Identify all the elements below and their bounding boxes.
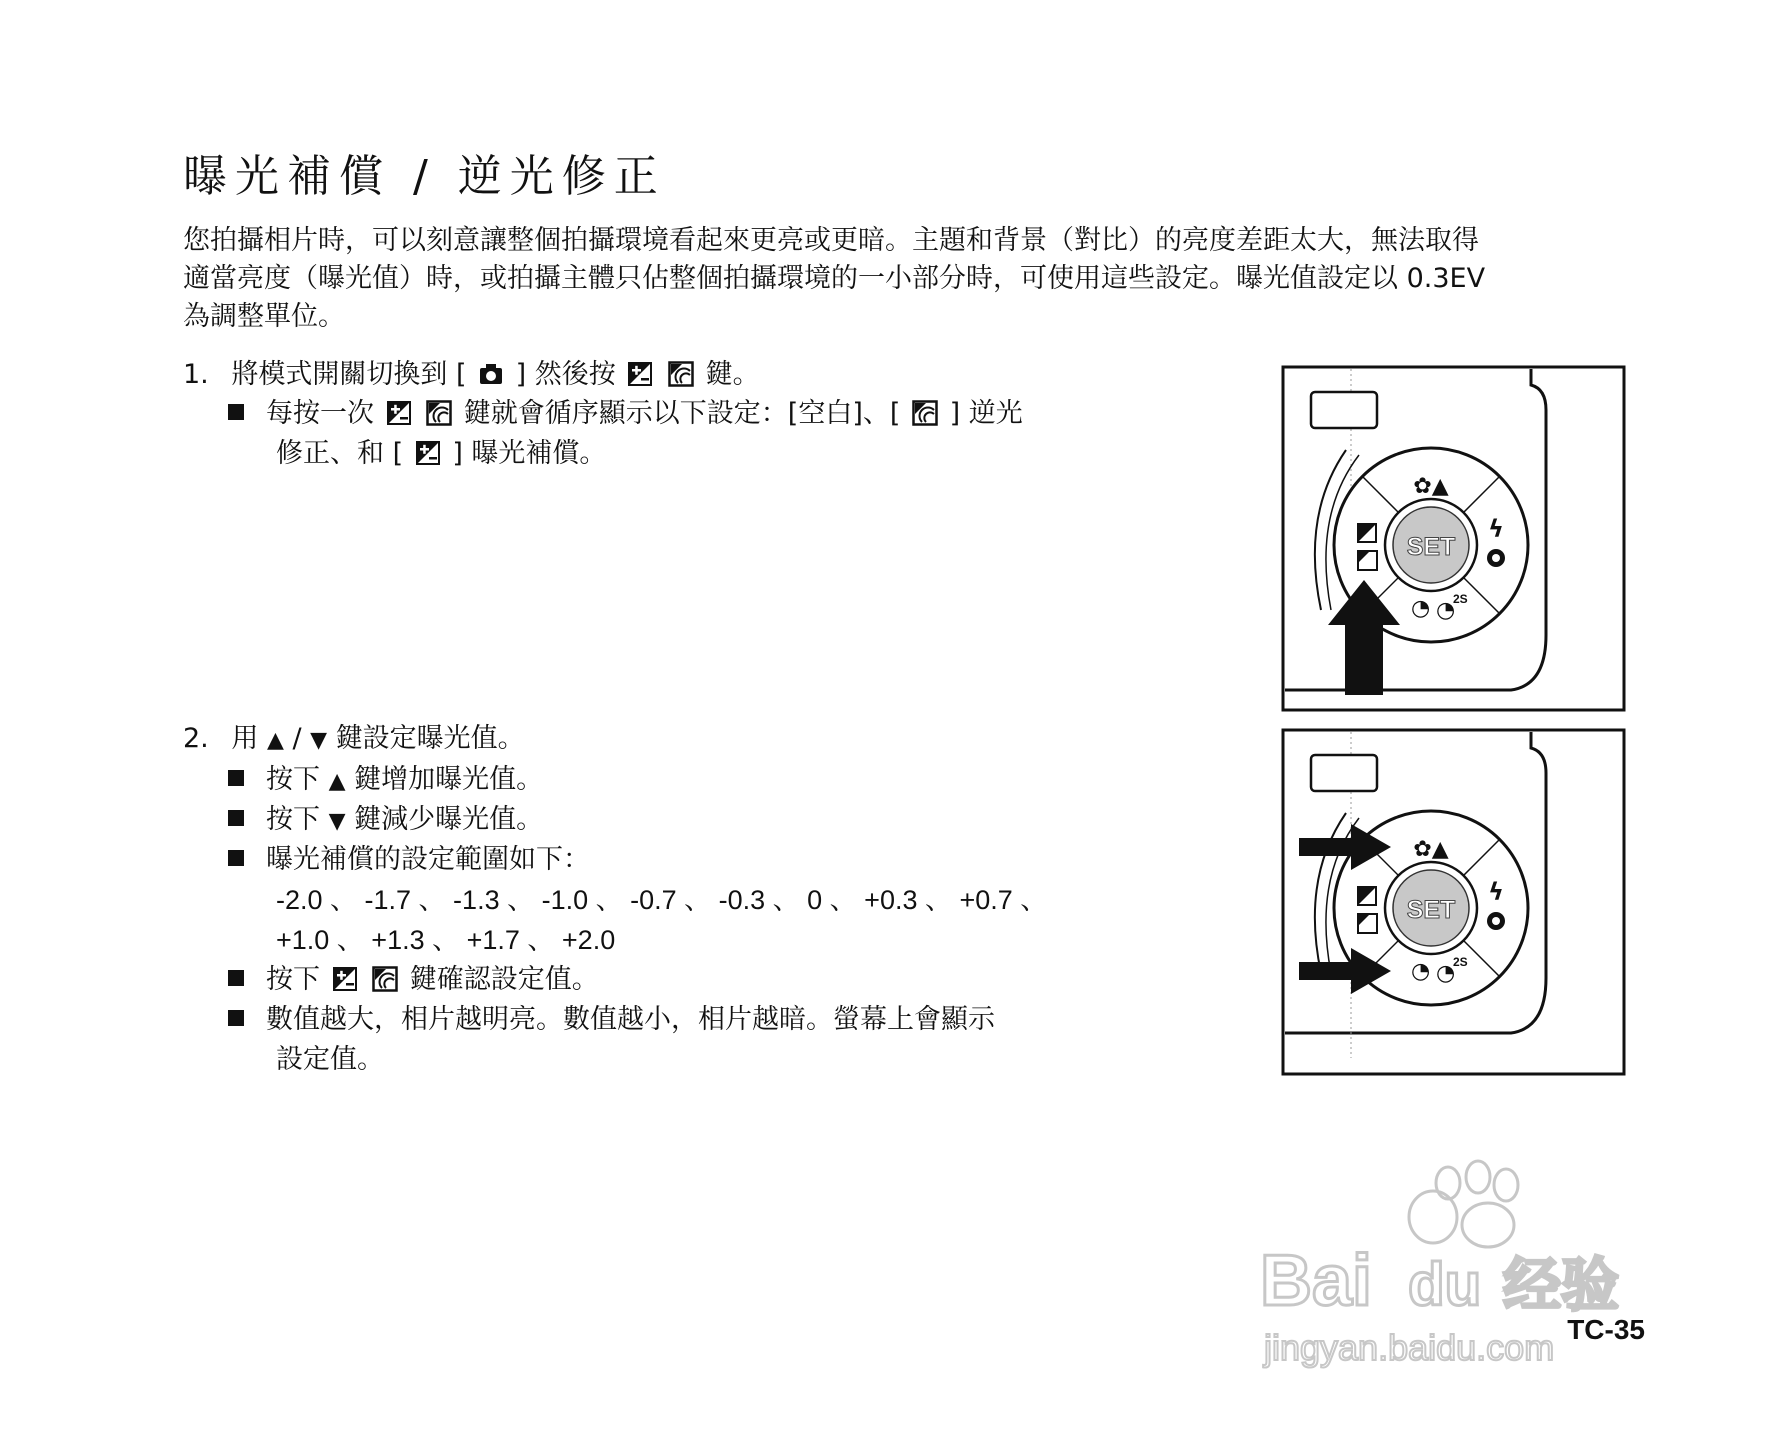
self-timer-2s-icon: ◔ xyxy=(1436,598,1456,623)
step-1-number: 1. xyxy=(183,359,209,390)
bullet-2-text-a: 按下 xyxy=(266,804,320,835)
intro-line-1: 您拍攝相片時，可以刻意讓整個拍攝環境看起來更亮或更暗。主題和背景（對比）的亮度差距太大，無法取得 xyxy=(183,225,1479,256)
bullet-square-icon xyxy=(228,850,244,866)
down-arrow-icon: ▼ xyxy=(310,728,328,753)
macro-landscape-icon: ✿▲ xyxy=(1413,474,1449,499)
intro-paragraph xyxy=(183,222,1643,336)
page-title: 曝光補償 / 逆光修正 xyxy=(183,151,666,202)
step-1-text-c: 鍵。 xyxy=(705,359,760,390)
step-2-number: 2. xyxy=(183,723,209,754)
step-1-bullet xyxy=(228,394,1023,434)
screen-window xyxy=(1311,392,1377,428)
self-timer-2s-label: 2S xyxy=(1453,592,1468,606)
slash: / xyxy=(292,723,302,754)
watermark-url: jingyan.baidu.com xyxy=(1264,1327,1555,1368)
step-1-bullet-c: ] 逆光 xyxy=(949,398,1023,429)
step-2-bullet-4 xyxy=(228,960,599,1000)
page-number: TC-35 xyxy=(1567,1314,1645,1345)
self-timer-2s-label: 2S xyxy=(1453,955,1468,969)
self-timer-2s-icon: ◔ xyxy=(1436,961,1456,986)
up-arrow-icon: ▲ xyxy=(266,728,284,753)
camera-diagram-2 xyxy=(1281,728,1626,1076)
flash-icon: ϟ xyxy=(1488,515,1504,543)
bullet-5-line-1: 數值越大，相片越明亮。數值越小，相片越暗。螢幕上會顯示 xyxy=(266,1004,995,1035)
bullet-4-text-b: 鍵確認設定值。 xyxy=(409,964,599,995)
down-arrow-icon: ▼ xyxy=(328,809,346,834)
paw-logo xyxy=(1409,1161,1518,1247)
step-1-bullet-b: 鍵就會循序顯示以下設定：[空白]、[ xyxy=(463,398,901,429)
set-label: SET xyxy=(1406,896,1456,924)
step-1-text-b: ] 然後按 xyxy=(515,359,616,390)
watermark-cn: 经验 xyxy=(1503,1251,1620,1319)
macro-landscape-icon: ✿▲ xyxy=(1413,837,1449,862)
step-2-bullet-2 xyxy=(228,800,543,842)
backlight-icon xyxy=(668,361,694,387)
bullet-square-icon xyxy=(228,1010,244,1026)
watermark-brand: Bai xyxy=(1260,1241,1373,1321)
flash-icon: ϟ xyxy=(1488,878,1504,906)
screen-window xyxy=(1311,755,1377,791)
bullet-1-text-b: 鍵增加曝光值。 xyxy=(354,764,544,795)
step-1-bullet-line2-a: 修正、和 [ xyxy=(276,438,404,469)
self-timer-icon: ◔ xyxy=(1411,959,1431,984)
bullet-1-text-a: 按下 xyxy=(266,764,320,795)
step-1-bullet-line2-b: ] 曝光補償。 xyxy=(452,438,607,469)
intro-line-2: 適當亮度（曝光值）時，或拍攝主體只佔整個拍攝環境的一小部分時，可使用這些設定。曝光值設定以 0.3EV xyxy=(183,263,1486,294)
step-1-bullet-a: 每按一次 xyxy=(266,398,374,429)
step-2-bullet-5 xyxy=(228,1000,995,1040)
step-1-text-a: 將模式開關切換到 [ xyxy=(231,359,467,390)
bullet-square-icon xyxy=(228,770,244,786)
bullet-3-text: 曝光補償的設定範圍如下： xyxy=(266,844,590,875)
set-label: SET xyxy=(1406,533,1456,561)
exposure-compensation-icon xyxy=(415,440,441,466)
backlight-icon xyxy=(372,966,398,992)
step-2 xyxy=(183,720,525,760)
bullet-4-text-a: 按下 xyxy=(266,964,320,995)
self-timer-icon: ◔ xyxy=(1411,596,1431,621)
exposure-compensation-icon xyxy=(386,400,412,426)
step-2-text-b: 鍵設定曝光值。 xyxy=(335,723,525,754)
bullet-square-icon xyxy=(228,810,244,826)
step-2-bullet-1 xyxy=(228,760,543,802)
ev-range-line-1: -2.0 、 -1.7 、 -1.3 、 -1.0 、 -0.7 、 -0.3 、 0 、 +0.3 、 +0.7 、 xyxy=(276,885,1048,915)
up-arrow-icon: ▲ xyxy=(328,769,346,794)
bullet-square-icon xyxy=(228,970,244,986)
backlight-icon xyxy=(912,400,938,426)
exposure-compensation-icon xyxy=(332,966,358,992)
exposure-compensation-icon xyxy=(627,361,653,387)
bullet-5-line-2: 設定值。 xyxy=(276,1044,384,1075)
intro-line-3: 為調整單位。 xyxy=(183,301,345,332)
watermark-brand-2: du xyxy=(1408,1251,1482,1318)
camera-diagram-1 xyxy=(1281,365,1626,712)
bullet-square-icon xyxy=(228,404,244,420)
step-1 xyxy=(183,356,760,394)
step-2-text-a: 用 xyxy=(231,723,259,754)
step-1-bullet-line-2 xyxy=(276,434,606,474)
ev-range-line-2: +1.0 、 +1.3 、 +1.7 、 +2.0 xyxy=(276,925,616,955)
bullet-2-text-b: 鍵減少曝光值。 xyxy=(354,804,544,835)
step-2-bullet-3 xyxy=(228,840,590,880)
backlight-icon xyxy=(426,400,452,426)
camera-mode-icon xyxy=(478,361,504,387)
